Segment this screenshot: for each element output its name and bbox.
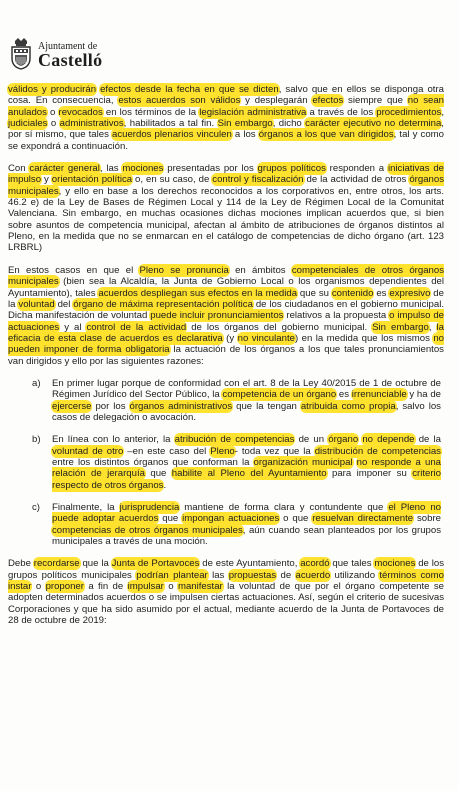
- highlighted-text: proponer: [45, 581, 84, 593]
- list-text-b: [52, 434, 441, 491]
- highlighted-text: Pleno se pronuncia: [139, 264, 229, 276]
- text-segment: para imponer su: [326, 468, 413, 480]
- highlighted-text: competenciales de otros órganos municipales: [8, 264, 444, 288]
- text-segment: - toda vez que la: [234, 445, 315, 457]
- text-segment: Debe: [8, 558, 34, 570]
- highlighted-text: o impulso de actuaciones: [8, 310, 444, 333]
- text-segment: a través de los: [306, 106, 377, 118]
- highlighted-text: no depende: [362, 434, 415, 446]
- paragraph-portavoces: [8, 558, 444, 626]
- castello-coat-of-arms-icon: [9, 38, 33, 70]
- text-segment: de los ciudadanos en el gobierno municipal. Dicha manifestación de voluntad: [8, 298, 444, 322]
- text-segment: en ámbitos: [228, 264, 292, 276]
- text-segment: la voluntad de que por el órgano competente se adopten determinados acuerdos o se impulsen ciertas actuaciones. Así, según el criterio de sucesivas Corporaciones y que ha sido asumido por el actual, mediante acuerdo de la Junta de Portavoces de 28 de octubre de 2019:: [8, 581, 445, 627]
- text-segment: ,: [428, 321, 437, 333]
- highlighted-text: acordó: [300, 558, 330, 570]
- text-segment: y desplegarán: [240, 95, 313, 107]
- highlighted-text: carácter ejecutivo no determina: [305, 118, 442, 130]
- highlighted-text: efectos: [312, 95, 344, 107]
- highlighted-text: no pueden imponer de forma obligatoria: [8, 332, 445, 356]
- highlighted-text: expresivo: [389, 287, 431, 299]
- text-segment: de la: [8, 287, 444, 310]
- highlighted-text: Junta de Portavoces: [111, 558, 200, 570]
- text-segment: En línea con lo anterior, la: [52, 434, 175, 446]
- text-segment: , habilitados a tal fin.: [123, 118, 218, 130]
- text-segment: siempre que: [343, 95, 408, 107]
- highlighted-text: grupos políticos: [257, 163, 326, 175]
- text-segment: es: [336, 389, 352, 401]
- highlighted-text: administrativos: [59, 118, 124, 130]
- text-segment: la actuación de los órganos a los que tales pronunciamientos van dirigidos y ello por las siguientes razones:: [8, 344, 444, 367]
- text-segment: de este Ayuntamiento,: [199, 558, 301, 570]
- text-segment: relativos a la propuesta: [283, 310, 390, 322]
- org-name: Castelló: [38, 50, 103, 70]
- text-segment: , salvo que en ellos se disponga otra cosa. En consecuencia,: [8, 84, 444, 107]
- list-label-c: c): [32, 502, 40, 513]
- highlighted-text: órgano: [328, 434, 359, 446]
- text-segment: utilizando: [330, 569, 380, 581]
- text-segment: , tal y como se expondrá a continuación.: [8, 129, 444, 152]
- highlighted-text: órganos municipales: [8, 174, 444, 197]
- text-segment: a los: [231, 129, 259, 141]
- text-segment: que la: [79, 558, 112, 570]
- text-segment: , por sí mismo, que tales: [8, 118, 444, 141]
- text-segment: responden a: [325, 163, 388, 175]
- highlighted-text: ejercerse: [52, 400, 92, 412]
- highlighted-text: órganos administrativos: [129, 400, 233, 412]
- text-segment: y al: [59, 321, 87, 333]
- highlighted-text: legislación administrativa: [199, 106, 307, 118]
- highlighted-text: procedimientos: [376, 106, 442, 118]
- text-segment: o: [31, 581, 46, 593]
- text-segment: en los términos de la: [102, 106, 200, 118]
- text-segment: ,: [441, 106, 444, 118]
- text-segment: , aún cuando sean planteados por los grupos municipales a través de una moción.: [52, 524, 441, 548]
- highlighted-text: órganos a los que van dirigidos: [258, 129, 394, 141]
- text-segment: o: [163, 581, 178, 593]
- text-segment: , dicho: [272, 118, 306, 130]
- page-header: [9, 38, 169, 70]
- highlighted-text: mociones: [122, 163, 164, 175]
- text-segment: .: [163, 479, 167, 491]
- text-segment: En primer lugar porque de conformidad con el art. 8 de la Ley 40/2015 de 1 de octubre de Régimen Jurídico del Sector Público, la: [52, 377, 441, 401]
- highlighted-text: no responde a una relación de jerarquía: [52, 456, 441, 480]
- text-segment: o: [47, 118, 60, 130]
- paragraph-pleno: [8, 265, 444, 367]
- text-segment: , las: [99, 163, 123, 175]
- text-segment: entre los distintos órganos que conforman la: [52, 456, 254, 468]
- highlighted-text: carácter general: [29, 163, 100, 175]
- text-segment: En estos casos en que el: [8, 264, 140, 276]
- list-label-b: b): [32, 434, 41, 446]
- text-segment: que la tengan: [232, 400, 301, 412]
- text-segment: (bien sea la Alcaldía, la Junta de Gobierno Local o los organismos dependientes del Ayuntamiento), tales: [8, 276, 444, 299]
- highlighted-text: términos como instar: [8, 569, 444, 593]
- highlighted-text: atribuida como propia: [300, 400, 396, 412]
- highlighted-text: organización municipal: [253, 456, 353, 468]
- text-segment: ) en la medida que los mismos: [294, 332, 434, 344]
- highlighted-text: propuestas: [228, 569, 277, 581]
- highlighted-text: no vinculante: [237, 332, 295, 344]
- highlighted-text: acuerdos despliegan sus efectos en la medida: [98, 287, 298, 299]
- highlighted-text: el Pleno no puede adoptar acuerdos: [52, 502, 441, 525]
- highlighted-text: voluntad de otro: [52, 445, 124, 457]
- list-text-c: [52, 502, 441, 547]
- highlighted-text: iniciativas de impulso: [8, 163, 444, 186]
- highlighted-text: orientación política: [51, 174, 133, 186]
- text-segment: de los órganos del gobierno municipal.: [186, 321, 373, 333]
- list-item-a: [32, 378, 441, 423]
- list-item-b: [32, 434, 441, 491]
- highlighted-text: criterio respecto de otros órganos: [52, 468, 441, 491]
- highlighted-text: competencias de otros órganos municipales: [52, 524, 243, 536]
- list-text-a: [52, 378, 441, 423]
- list-item-c: [32, 502, 441, 547]
- text-segment: Con: [8, 163, 30, 175]
- highlighted-text: habilite al Pleno del Ayuntamiento: [171, 468, 327, 480]
- highlighted-text: atribución de competencias: [174, 434, 295, 446]
- highlighted-text: efectos desde la fecha en que se dicten: [100, 84, 279, 95]
- text-segment: del: [54, 298, 74, 310]
- highlighted-text: válidos y producirán: [8, 84, 97, 95]
- highlighted-text: podrían plantear: [136, 569, 208, 581]
- highlighted-text: irrenunciable: [351, 389, 407, 401]
- highlighted-text: órgano de máxima representación política: [73, 298, 253, 310]
- paragraph-mociones: [8, 163, 444, 254]
- highlighted-text: judiciales: [8, 118, 48, 130]
- text-segment: a fin de: [83, 581, 128, 593]
- highlighted-text: competencia de un órgano: [222, 389, 337, 401]
- text-segment: o, en su caso, de: [132, 174, 213, 186]
- text-segment: de la: [414, 434, 442, 446]
- text-segment: (y: [222, 332, 238, 344]
- highlighted-text: la eficacia de esta clase de acuerdos es declarativa: [8, 321, 444, 344]
- text-segment: y ha de: [406, 389, 441, 401]
- text-segment: Finalmente, la: [52, 502, 120, 513]
- highlighted-text: revocados: [58, 106, 103, 118]
- text-segment: , salvo los casos de delegación o avocación.: [52, 400, 441, 423]
- text-segment: mantiene de forma clara y contundente que: [179, 502, 389, 513]
- text-segment: de la actividad de otros: [303, 174, 410, 186]
- text-segment: o que: [279, 513, 313, 525]
- text-segment: es: [373, 287, 390, 299]
- highlighted-text: control y fiscalización: [212, 174, 304, 186]
- text-segment: –en este caso del: [123, 445, 211, 457]
- highlighted-text: Pleno: [210, 445, 235, 457]
- org-name-small: Ajuntament de: [38, 41, 98, 52]
- highlighted-text: no sean anulados: [8, 95, 445, 118]
- highlighted-text: voluntad: [18, 298, 55, 310]
- text-segment: y: [41, 174, 52, 186]
- highlighted-text: jurisprudencia: [119, 502, 180, 513]
- text-segment: las: [207, 569, 229, 581]
- highlighted-text: distribución de competencias: [314, 445, 441, 457]
- highlighted-text: Sin embargo: [217, 118, 273, 130]
- highlighted-text: acuerdos plenarios vinculen: [112, 129, 232, 141]
- highlighted-text: puede incluir pronunciamientos: [150, 310, 284, 322]
- text-segment: por los: [91, 400, 130, 412]
- paragraph-intro: [8, 84, 444, 152]
- highlighted-text: impongan actuaciones: [182, 513, 280, 525]
- list-label-a: a): [32, 377, 41, 389]
- text-segment: que tales: [329, 558, 375, 570]
- document-body: [8, 84, 444, 626]
- highlighted-text: mociones: [374, 558, 416, 570]
- text-segment: , y ello en base a los derechos reconocidos a los corporativos en, entre otros, los arts. 46.2 e) de la Ley de Bases de Régimen Local y 114 de la Ley de Régimen Local de la Comunitat Valenciana. Sin embargo, en muchas ocasiones dichas mociones implican acuerdos que, si bien sobre asuntos de competencia municipal, afectan al ámbito de atribuciones de órganos distintos al Pleno, en la medida que no se enmarcan en el catálogo de competencias de dicho órgano (art. 123 LRBRL): [8, 185, 444, 254]
- highlighted-text: control de la actividad: [86, 321, 187, 333]
- text-segment: de un: [294, 434, 329, 446]
- highlighted-text: manifestar: [177, 581, 223, 593]
- highlighted-text: recordarse: [33, 558, 80, 570]
- highlighted-text: resuelvan directamente: [312, 513, 414, 525]
- text-segment: presentadas por los: [163, 163, 258, 175]
- highlighted-text: estos acuerdos son válidos: [118, 95, 241, 107]
- text-segment: de los grupos políticos municipales: [8, 558, 444, 581]
- highlighted-text: Sin embargo: [372, 321, 429, 333]
- text-segment: sobre: [413, 513, 441, 525]
- text-segment: que su: [297, 287, 332, 299]
- text-segment: de: [276, 569, 296, 581]
- text-segment: o: [46, 106, 59, 118]
- highlighted-text: contenido: [331, 287, 374, 299]
- text-segment: que: [144, 468, 172, 480]
- text-segment: que: [158, 513, 183, 525]
- highlighted-text: acuerdo: [295, 569, 331, 581]
- highlighted-text: impulsar: [127, 581, 164, 593]
